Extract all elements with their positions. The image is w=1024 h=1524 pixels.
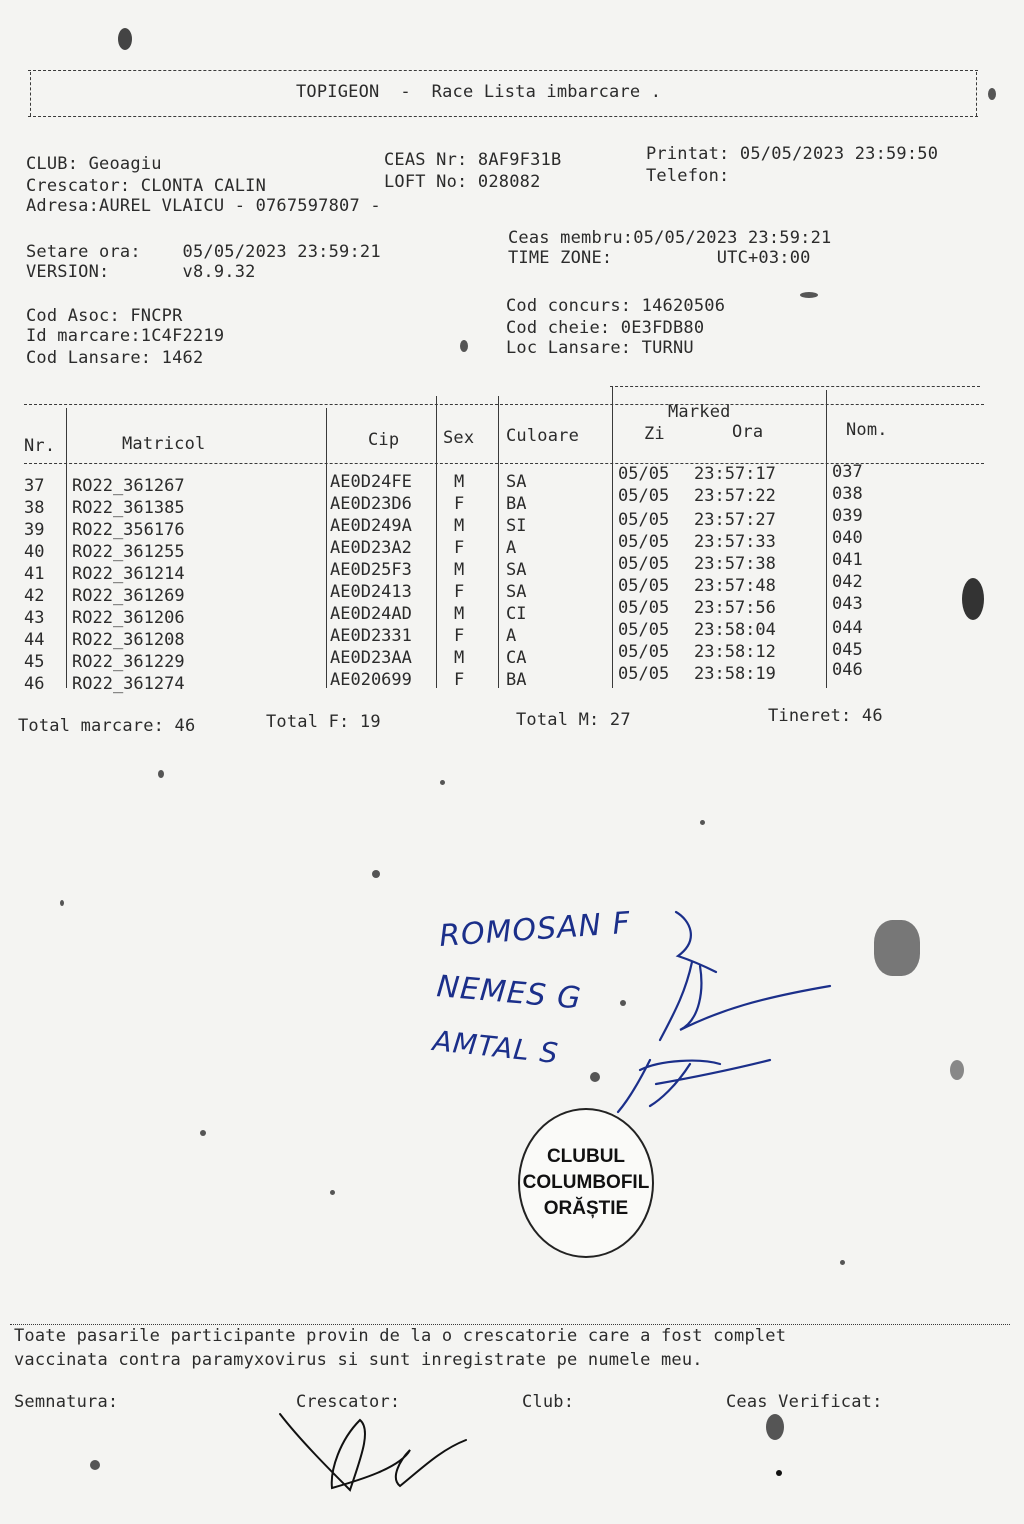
- cell-sex: M: [454, 604, 465, 624]
- cell-nr: 40: [24, 542, 45, 562]
- cell-zi: 05/05: [618, 576, 670, 596]
- cell-cip: AE0D23D6: [330, 494, 412, 514]
- cell-sex: F: [454, 538, 465, 558]
- loft-no-field: LOFT No: 028082: [384, 172, 541, 192]
- cell-sex: F: [454, 626, 465, 646]
- club-field: CLUB: Geoagiu: [26, 154, 162, 174]
- setare-ora-field: Setare ora: 05/05/2023 23:59:21: [26, 242, 381, 262]
- cell-nom: 037: [832, 462, 863, 482]
- cell-ora: 23:57:22: [694, 486, 776, 506]
- cell-nom: 042: [832, 572, 863, 592]
- cell-culoare: BA: [506, 670, 527, 690]
- header-ora: Ora: [732, 422, 764, 442]
- semnatura-label: Semnatura:: [14, 1392, 119, 1412]
- total-f: Total F: 19: [266, 712, 381, 732]
- version-field: VERSION: v8.9.32: [26, 262, 256, 282]
- loc-lansare-field: Loc Lansare: TURNU: [506, 338, 694, 358]
- telefon-field: Telefon:: [646, 166, 730, 186]
- col-divider-cip: [436, 396, 437, 688]
- cell-matricol: RO22_361208: [72, 630, 185, 650]
- cod-cheie-field: Cod cheie: 0E3FDB80: [506, 318, 705, 338]
- total-tineret: Tineret: 46: [768, 706, 883, 726]
- header-border-top: [28, 70, 978, 71]
- cell-cip: AE0D25F3: [330, 560, 412, 580]
- cell-sex: M: [454, 472, 465, 492]
- cell-nom: 041: [832, 550, 863, 570]
- handwritten-name-3: AMTAL S: [431, 1024, 561, 1071]
- cell-culoare: SI: [506, 516, 527, 536]
- cell-sex: F: [454, 670, 465, 690]
- cell-nom: 038: [832, 484, 863, 504]
- cod-lansare-field: Cod Lansare: 1462: [26, 348, 204, 368]
- club-signature-label: Club:: [522, 1392, 575, 1412]
- cell-nom: 046: [832, 660, 863, 680]
- club-stamp: [518, 1108, 654, 1258]
- cell-nr: 46: [24, 674, 45, 694]
- cell-zi: 05/05: [618, 620, 670, 640]
- ceas-membru-field: Ceas membru:05/05/2023 23:59:21: [508, 228, 832, 248]
- time-zone-field: TIME ZONE: UTC+03:00: [508, 248, 811, 268]
- handwritten-name-2: NEMES G: [435, 969, 583, 1017]
- cell-matricol: RO22_361229: [72, 652, 185, 672]
- cell-nr: 42: [24, 586, 45, 606]
- cell-sex: M: [454, 516, 465, 536]
- cell-ora: 23:58:12: [694, 642, 776, 662]
- cell-matricol: RO22_361385: [72, 498, 185, 518]
- cell-sex: M: [454, 560, 465, 580]
- black-signature: [280, 1414, 466, 1490]
- cell-culoare: SA: [506, 582, 527, 602]
- cell-ora: 23:58:19: [694, 664, 776, 684]
- cell-zi: 05/05: [618, 532, 670, 552]
- cell-matricol: RO22_361214: [72, 564, 185, 584]
- id-marcare-field: Id marcare:1C4F2219: [26, 326, 225, 346]
- cell-culoare: A: [506, 626, 517, 646]
- cell-cip: AE0D2331: [330, 626, 412, 646]
- cell-matricol: RO22_361206: [72, 608, 185, 628]
- col-divider-marked: [826, 390, 827, 688]
- cell-matricol: RO22_361255: [72, 542, 185, 562]
- cell-nom: 039: [832, 506, 863, 526]
- cell-culoare: A: [506, 538, 517, 558]
- cell-cip: AE0D249A: [330, 516, 412, 536]
- col-divider-sex: [498, 396, 499, 688]
- adresa-field: Adresa:AUREL VLAICU - 0767597807 -: [26, 196, 381, 216]
- cell-nr: 37: [24, 476, 45, 496]
- cell-zi: 05/05: [618, 510, 670, 530]
- cell-matricol: RO22_356176: [72, 520, 185, 540]
- header-zi: Zi: [644, 424, 665, 444]
- cell-sex: F: [454, 494, 465, 514]
- cell-ora: 23:57:48: [694, 576, 776, 596]
- cell-ora: 23:57:56: [694, 598, 776, 618]
- document-title: TOPIGEON - Race Lista imbarcare .: [296, 82, 662, 102]
- cell-culoare: SA: [506, 560, 527, 580]
- col-divider-culoare: [612, 386, 613, 688]
- cell-ora: 23:58:04: [694, 620, 776, 640]
- cell-sex: F: [454, 582, 465, 602]
- col-divider-nr: [66, 408, 67, 688]
- cell-nr: 45: [24, 652, 45, 672]
- crescator-field: Crescator: CLONTA CALIN: [26, 176, 267, 196]
- cell-nom: 045: [832, 640, 863, 660]
- cell-culoare: CI: [506, 604, 527, 624]
- header-border-right: [976, 72, 977, 116]
- header-marked: Marked: [668, 402, 731, 422]
- cell-zi: 05/05: [618, 554, 670, 574]
- cell-nr: 41: [24, 564, 45, 584]
- header-sex: Sex: [443, 428, 475, 448]
- footer-separator: [10, 1324, 1010, 1325]
- cell-nom: 040: [832, 528, 863, 548]
- stamp-line-1: CLUBUL: [546, 1146, 626, 1167]
- cell-nom: 044: [832, 618, 863, 638]
- cell-cip: AE0D24AD: [330, 604, 412, 624]
- total-m: Total M: 27: [516, 710, 631, 730]
- ceas-verificat-label: Ceas Verificat:: [726, 1392, 883, 1412]
- cell-zi: 05/05: [618, 664, 670, 684]
- blue-signature: [618, 912, 830, 1112]
- cell-zi: 05/05: [618, 464, 670, 484]
- cell-matricol: RO22_361269: [72, 586, 185, 606]
- cell-sex: M: [454, 648, 465, 668]
- stamp-line-2: COLUMBOFIL: [522, 1172, 650, 1193]
- cell-zi: 05/05: [618, 486, 670, 506]
- cell-culoare: BA: [506, 494, 527, 514]
- cell-cip: AE0D23A2: [330, 538, 412, 558]
- cell-ora: 23:57:17: [694, 464, 776, 484]
- header-nr: Nr.: [24, 436, 56, 456]
- ceas-nr-field: CEAS Nr: 8AF9F31B: [384, 150, 562, 170]
- cell-cip: AE020699: [330, 670, 412, 690]
- cell-nr: 43: [24, 608, 45, 628]
- total-marcare: Total marcare: 46: [18, 716, 196, 736]
- cell-nr: 44: [24, 630, 45, 650]
- handwritten-name-1: ROMOSAN F: [438, 905, 632, 954]
- col-divider-matricol: [326, 408, 327, 688]
- header-cip: Cip: [368, 430, 400, 450]
- table-top-rule: [24, 404, 984, 405]
- cell-cip: AE0D23AA: [330, 648, 412, 668]
- header-matricol: Matricol: [122, 434, 206, 454]
- cod-concurs-field: Cod concurs: 14620506: [506, 296, 726, 316]
- cell-culoare: SA: [506, 472, 527, 492]
- cell-nom: 043: [832, 594, 863, 614]
- cod-asoc-field: Cod Asoc: FNCPR: [26, 306, 183, 326]
- stamp-line-3: ORĂȘTIE: [543, 1198, 629, 1219]
- header-border-bottom: [28, 116, 978, 117]
- cell-nr: 39: [24, 520, 45, 540]
- declaration-line-1: Toate pasarile participante provin de la o crescatorie care a fost complet: [14, 1326, 787, 1346]
- header-border-left: [30, 72, 31, 116]
- cell-ora: 23:57:27: [694, 510, 776, 530]
- header-nom: Nom.: [846, 420, 888, 440]
- cell-matricol: RO22_361267: [72, 476, 185, 496]
- cell-matricol: RO22_361274: [72, 674, 185, 694]
- cell-cip: AE0D2413: [330, 582, 412, 602]
- crescator-signature-label: Crescator:: [296, 1392, 401, 1412]
- cell-ora: 23:57:38: [694, 554, 776, 574]
- declaration-line-2: vaccinata contra paramyxovirus si sunt inregistrate pe numele meu.: [14, 1350, 703, 1370]
- cell-zi: 05/05: [618, 642, 670, 662]
- cell-nr: 38: [24, 498, 45, 518]
- cell-culoare: CA: [506, 648, 527, 668]
- printat-field: Printat: 05/05/2023 23:59:50: [646, 144, 939, 164]
- cell-cip: AE0D24FE: [330, 472, 412, 492]
- cell-zi: 05/05: [618, 598, 670, 618]
- header-culoare: Culoare: [506, 426, 580, 446]
- cell-ora: 23:57:33: [694, 532, 776, 552]
- marked-top-rule: [610, 386, 980, 387]
